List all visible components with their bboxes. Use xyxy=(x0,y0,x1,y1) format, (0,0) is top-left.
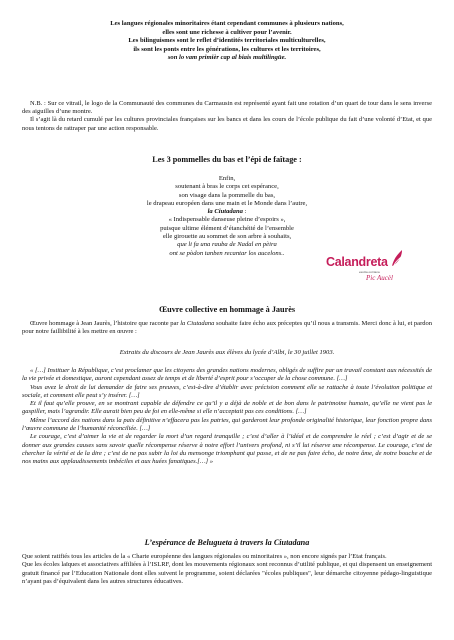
ciutadana-suffix: : xyxy=(242,208,247,216)
hommage-text-after: souhaite faire écho aux préceptes qu’il nous a transmis. Merci donc à lui, et pardon pour notre faillibilité à les mettre en œuvre : xyxy=(22,320,432,336)
intro-line: Les bilinguismes sont le reflet d’identités territoriales multiculturelles, xyxy=(128,37,326,44)
poem-line: elle girouette au sommet de son arbre à souhaits, xyxy=(162,233,292,241)
bird-icon xyxy=(390,248,404,268)
quote-paragraph: Et il faut qu’elle prouve, en se montrant capable de défendre ce qu’il y a déjà de noble et de bon dans le patrimoine humain, qu’elle ne vient pas le gaspiller, mais l’agrandir. Elle aurait bien peu de foi en elle-même si elle n’acceptait pas ces conditions. […] xyxy=(22,400,432,416)
ciutadana-name: la Ciutadana xyxy=(207,208,243,216)
hommage-paragraph xyxy=(22,320,432,337)
poem-line: « Indispensable danseuse pleine d’espoirs », xyxy=(168,216,286,224)
quote-paragraph: Même l’accord des nations dans la paix définitive n’effacera pas les patries, qui garderont leur profonde originalité historique, leur fonction propre dans l’œuvre commune de l’humanité réconciliée. […] xyxy=(22,416,432,433)
nb-paragraph: Il s’agit là du retard cumulé par les cultures provinciales françaises sur les bancs et dans les cours de l’école publique du fait d’une volonté d’Etat, et que nous tentons de rattraper par une action responsable. xyxy=(22,116,432,132)
esperance-paragraph: Que soient ratifiés tous les articles de la « Charte européenne des langues régionales ou minoritaires », non encore signés par l’Etat français. xyxy=(22,553,387,560)
calandreta-logo xyxy=(326,248,406,282)
poem-block xyxy=(0,175,454,258)
esperance-block xyxy=(22,553,432,586)
hommage-text-before: Œuvre hommage à Jean Jaurès, l’histoire que raconte par xyxy=(30,320,181,327)
poem-line: le drapeau européen dans une main et le Monde dans l’autre, xyxy=(146,199,308,207)
poem-line: soutenant à bras le corps cet espérance, xyxy=(175,183,279,191)
nb-paragraph: N.B. : Sur ce vitrail, le logo de la Communauté des communes du Carmausin est représenté ayant fait une rotation d’un quart de tour dans le sens inverse des aiguilles d’une montre. xyxy=(22,100,432,116)
logo-name: Calandreta xyxy=(326,255,388,269)
esperance-paragraph: Que les écoles laïques et associatives affiliées à l’ISLRF, dont les mouvements régionaux sont reconnus d’utilité publique, et qui dispensent un enseignement gratuit financé par l’Education Nationale dont elles suivent le programme, soient déclarées "écoles publiques", leur démarche citoyenne pédago-linguistique n’ayant pas d’équivalent dans les autres structures éducatives. xyxy=(22,561,432,585)
intro-block xyxy=(0,20,454,63)
logo-small-text: escòla occitana xyxy=(359,270,380,274)
poem-line-occitan: que li fa una rauba de Nadal en pèira xyxy=(177,241,277,249)
intro-occitan-line: son lo vam primièr cap al biais multilingüe. xyxy=(167,54,287,61)
quote-paragraph: « […] Instituer la République, c’est proclamer que les citoyens des grandes nations modernes, obligés de suffire par un travail constant aux nécessités de la vie privée et domestique, auront cependant assez de temps et de liberté d’esprit pour s’occuper de la chose commune. […] xyxy=(22,367,432,383)
hommage-ciutadana: la Ciutadana xyxy=(180,320,215,327)
hommage-text xyxy=(22,320,432,337)
jaures-quote xyxy=(22,367,432,467)
section-title-esperance: L’espérance de Belugueta à travers la Ciutadana xyxy=(144,538,310,547)
quote-paragraph: Le courage, c’est d’aimer la vie et de regarder la mort d’un regard tranquille ; c’est d’aller à l’idéal et de comprendre le réel ; c’est d’agir et de se donner aux grandes causes sans savoir quelle récompense réserve à notre effort l’univers profond, ni s’il lui réserve une récompense. Le courage, c’est de chercher la vérité et de la dire ; c’est de ne pas subir la loi du mensonge triomphant qui passe, et de ne pas faire écho, de notre âme, de notre bouche et de nos mains aux applaudissements imbéciles et aux huées fanatiques.[…] » xyxy=(22,433,432,466)
poem-line: puisque ultime élément d’étanchéité de l’ensemble xyxy=(160,224,294,232)
intro-line: ils sont les ponts entre les générations, les cultures et les territoires, xyxy=(133,45,321,53)
poem-line-occitan: ont se pòdon tanben recantar los aucelons.. xyxy=(169,249,285,257)
quote-paragraph: Vous avez le droit de lui demander de faire ses preuves, c’est-à-dire d’établir avec précision comment elle se rattache à toute l’évolution politique et sociale, et comment elle peut s’y insérer. […] xyxy=(22,383,432,399)
intro-line: Les langues régionales minoritaires étant cependant communes à plusieurs nations, xyxy=(110,20,344,27)
poem-line: Enfin, xyxy=(218,175,236,182)
logo-subtitle: Pic Aucèl xyxy=(366,274,393,282)
nb-note xyxy=(22,100,432,133)
intro-line: elles sont une richesse à cultiver pour l’avenir. xyxy=(162,28,292,36)
section-title-hommage: Œuvre collective en hommage à Jaurès xyxy=(158,305,296,314)
extraits-caption: Extraits du discours de Jean Jaurès aux élèves du lycée d’Albi, le 30 juillet 1903. xyxy=(119,349,335,356)
section-title-pommelles: Les 3 pommelles du bas et l’épi de faîtage : xyxy=(152,155,302,164)
poem-line: son visage dans la pommelle du bas, xyxy=(178,191,276,199)
poem-line xyxy=(0,208,454,216)
